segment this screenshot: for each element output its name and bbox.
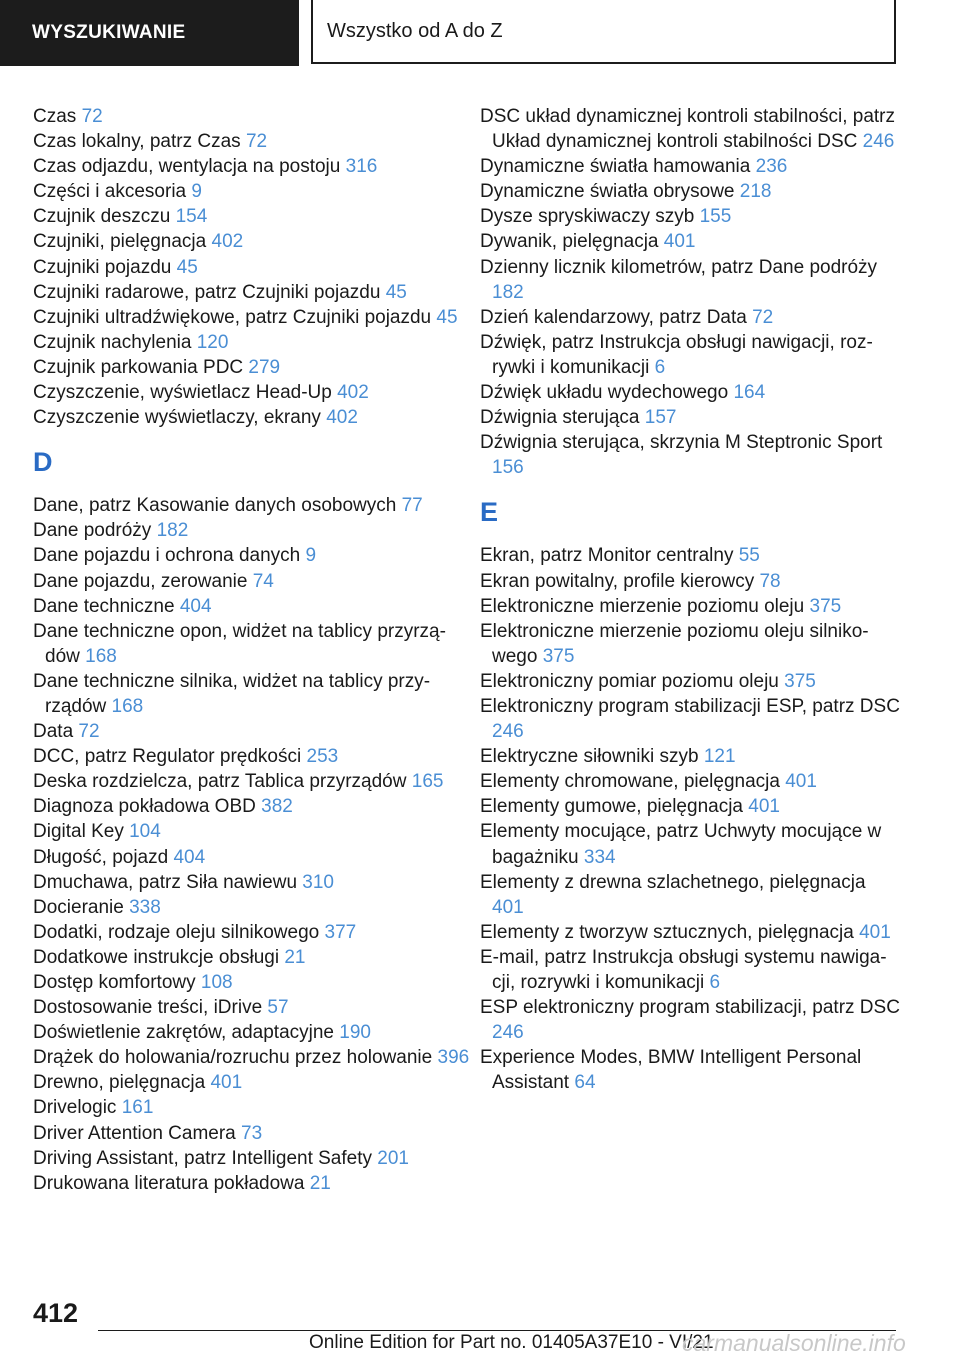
index-entry <box>33 1070 473 1095</box>
page-reference-link[interactable]: 9 <box>191 181 202 203</box>
index-entry-text: Długość, pojazd <box>33 846 174 868</box>
page-reference-link[interactable]: 6 <box>654 356 666 378</box>
page-reference-link[interactable]: 382 <box>261 796 293 818</box>
index-entry <box>33 330 473 355</box>
index-entry <box>33 794 473 819</box>
page-reference-link[interactable]: 168 <box>111 695 144 717</box>
index-entry <box>480 380 900 405</box>
index-entry <box>480 870 900 920</box>
page-reference-link[interactable]: 57 <box>267 997 289 1019</box>
page-reference-link[interactable]: 375 <box>542 645 575 667</box>
index-entry <box>33 819 473 844</box>
index-entry-text: Dysze spryskiwaczy szyb <box>480 206 700 228</box>
index-entry <box>33 405 473 430</box>
index-entry-text: Dane, patrz Kasowanie danych osobowych <box>33 495 402 517</box>
index-entry-text: Dywanik, pielęgnacja <box>480 231 664 253</box>
index-entry <box>33 920 473 945</box>
index-entry-text: Drążek do holowania/rozruchu przez holowanie <box>33 1047 438 1069</box>
page-reference-link[interactable]: 190 <box>339 1022 371 1044</box>
index-entry <box>33 518 473 543</box>
index-entry <box>33 305 473 330</box>
index-entry <box>480 794 900 819</box>
page-reference-link[interactable]: 154 <box>175 206 208 228</box>
page-reference-link[interactable]: 404 <box>179 595 212 617</box>
index-entry <box>480 594 900 619</box>
page-reference-link[interactable]: 253 <box>306 746 339 768</box>
page-reference-link[interactable]: 402 <box>211 231 244 253</box>
index-letter-heading: E <box>480 497 499 528</box>
index-entry-text: Dynamiczne światła obrysowe <box>480 181 740 203</box>
index-entry-text: Czujniki, pielęgnacja <box>33 231 212 253</box>
index-letter-heading: D <box>33 447 53 478</box>
index-entry-text: Elementy gumowe, pielęgnacja <box>480 796 749 818</box>
page-reference-link[interactable]: 402 <box>326 407 358 429</box>
index-entry-text: Dodatki, rodzaje oleju silnikowego <box>33 921 325 943</box>
index-entry-text: Czujnik deszczu <box>33 206 176 228</box>
index-entry-text: Dane podróży <box>33 520 157 542</box>
index-entry-text: Elementy z drewna szlachetnego, pielęgnacja <box>480 871 866 893</box>
index-column-right <box>480 104 900 1095</box>
index-entry <box>480 179 900 204</box>
index-entry-text: Dodatkowe instrukcje obsługi <box>33 946 285 968</box>
page-reference-link[interactable]: 310 <box>302 871 334 893</box>
index-entry <box>33 280 473 305</box>
page-reference-link[interactable]: 164 <box>733 382 766 404</box>
index-entry <box>480 694 900 744</box>
page-reference-link[interactable]: 64 <box>574 1072 596 1094</box>
index-entry <box>480 995 900 1045</box>
page-reference-link[interactable]: 120 <box>196 331 229 353</box>
index-entry-text: Dane techniczne opon, widżet na tablicy przyrządów <box>33 620 446 667</box>
index-entry <box>33 204 473 229</box>
index-entry-text: Docieranie <box>33 896 130 918</box>
page-reference-link[interactable]: 401 <box>785 771 817 793</box>
index-entry-text: Czas lokalny, patrz Czas <box>33 131 246 153</box>
page-reference-link[interactable]: 104 <box>129 821 161 843</box>
index-entry <box>33 895 473 920</box>
index-entry <box>480 945 900 995</box>
page-reference-link[interactable]: 72 <box>81 106 103 127</box>
page-reference-link[interactable]: 316 <box>345 156 378 178</box>
index-entry-text: Dmuchawa, patrz Siła nawiewu <box>33 871 303 893</box>
index-entry <box>480 619 900 669</box>
index-entry-text: Elektryczne siłowniki szyb <box>480 746 704 768</box>
page-reference-link[interactable]: 21 <box>284 946 306 968</box>
page-header <box>0 0 960 66</box>
page-reference-link[interactable]: 77 <box>401 495 423 517</box>
index-entry <box>33 719 473 744</box>
index-entry <box>33 870 473 895</box>
page-reference-link[interactable]: 334 <box>583 846 616 868</box>
page-reference-link[interactable]: 182 <box>492 281 524 303</box>
page-reference-link[interactable]: 73 <box>241 1122 263 1144</box>
index-entry <box>480 104 900 154</box>
index-entry <box>480 154 900 179</box>
index-entry <box>33 970 473 995</box>
page-reference-link[interactable]: 401 <box>859 921 891 943</box>
index-entry <box>33 669 473 719</box>
index-entry <box>480 769 900 794</box>
index-entry <box>33 229 473 254</box>
index-entry <box>33 179 473 204</box>
page-reference-link[interactable]: 21 <box>309 1172 331 1194</box>
index-entry <box>33 619 473 669</box>
index-entry <box>480 543 900 568</box>
index-entry-text: Driver Attention Camera <box>33 1122 242 1144</box>
index-entry <box>33 154 473 179</box>
index-entry-text: Dzienny licznik kilometrów, patrz Dane podróży <box>480 256 878 278</box>
index-entry-text: Dane pojazdu, zerowanie <box>33 570 253 592</box>
index-entry <box>480 819 900 869</box>
index-entry-text: Experience Modes, BMW Intelligent Personal Assistant <box>480 1047 862 1094</box>
page-reference-link[interactable]: 246 <box>862 131 895 153</box>
index-entry <box>33 104 473 129</box>
index-entry-text: Elektroniczne mierzenie poziomu oleju <box>480 595 810 617</box>
page-reference-link[interactable]: 55 <box>738 545 760 567</box>
index-entry-text: Czyszczenie, wyświetlacz Head-Up <box>33 382 338 404</box>
page-reference-link[interactable]: 78 <box>759 570 781 592</box>
section-tab[interactable]: WYSZUKIWANIE <box>0 0 299 66</box>
index-entry-text: Digital Key <box>33 821 130 843</box>
page-reference-link[interactable]: 218 <box>739 181 772 203</box>
page-number: 412 <box>33 1298 79 1328</box>
page-reference-link[interactable]: 246 <box>492 721 524 743</box>
page-reference-link[interactable]: 246 <box>492 1022 524 1044</box>
index-entry <box>480 1045 900 1095</box>
page-reference-link[interactable]: 402 <box>337 382 369 404</box>
index-entry <box>33 129 473 154</box>
index-entry-text: Drivelogic <box>33 1097 122 1119</box>
index-entry <box>480 305 900 330</box>
index-entry-text: Czujnik nachylenia <box>33 331 197 353</box>
index-entry-text: Czas <box>33 106 82 127</box>
index-entry <box>33 594 473 619</box>
page-reference-link[interactable]: 338 <box>129 896 161 918</box>
page-reference-link[interactable]: 156 <box>492 457 524 479</box>
index-entry-text: Dostęp komfortowy <box>33 972 201 993</box>
index-entry-text: Czujniki radarowe, patrz Czujniki pojazdu <box>33 281 386 303</box>
page-reference-link[interactable]: 45 <box>176 256 198 278</box>
page-reference-link[interactable]: 401 <box>748 796 780 818</box>
page-reference-link[interactable]: 121 <box>703 746 736 768</box>
index-entry-text: Elektroniczny pomiar poziomu oleju <box>480 670 785 692</box>
index-entry-text: Elementy z tworzyw sztucznych, pielęgnacja <box>480 921 860 943</box>
index-entry-text: Dostosowanie treści, iDrive <box>33 997 268 1019</box>
index-entry-text: Dźwięk, patrz Instrukcja obsługi nawigacji, rozrywki i komunikacji <box>480 331 873 378</box>
page-reference-link[interactable]: 72 <box>78 721 100 743</box>
page-reference-link[interactable]: 161 <box>121 1097 154 1119</box>
index-entry-text: Doświetlenie zakrętów, adaptacyjne <box>33 1022 340 1044</box>
index-entry <box>33 1146 473 1171</box>
index-entry-text: Czujniki pojazdu <box>33 256 177 278</box>
page-reference-link[interactable]: 401 <box>663 231 696 253</box>
page-reference-link[interactable]: 168 <box>85 645 117 667</box>
index-entry-text: Czyszczenie wyświetlaczy, ekrany <box>33 407 327 429</box>
index-entry-text: Dzień kalendarzowy, patrz Data <box>480 306 753 328</box>
index-entry-text: Elektroniczny program stabilizacji ESP, patrz DSC <box>480 695 900 717</box>
index-entry <box>33 1045 473 1070</box>
page-reference-link[interactable]: 279 <box>248 356 281 378</box>
edition-label: Online Edition for Part no. 01405A37E10 - VI/21 <box>309 1332 714 1353</box>
index-entry-text: Elementy chromowane, pielęgnacja <box>480 771 786 793</box>
index-entry <box>33 769 473 794</box>
page-reference-link[interactable]: 72 <box>752 306 774 328</box>
index-column-left <box>33 104 473 1196</box>
index-entry <box>33 945 473 970</box>
page-reference-link[interactable]: 404 <box>173 846 206 868</box>
index-entry <box>480 405 900 430</box>
index-entry-text: Drukowana literatura pokładowa <box>33 1172 310 1194</box>
index-entry-text: Dźwignia sterująca, skrzynia M Steptronic Sport <box>480 432 883 454</box>
page-reference-link[interactable]: 236 <box>755 156 788 178</box>
page-reference-link[interactable]: 396 <box>437 1047 470 1069</box>
index-entry-text: Czujniki ultradźwiękowe, patrz Czujniki pojazdu <box>33 306 437 328</box>
page-reference-link[interactable]: 377 <box>324 921 357 943</box>
index-entry <box>33 1121 473 1146</box>
index-entry <box>480 920 900 945</box>
index-entry-text: ESP elektroniczny program stabilizacji, patrz DSC <box>480 997 900 1019</box>
index-entry <box>480 255 900 305</box>
index-entry <box>480 229 900 254</box>
chapter-tab[interactable]: Wszystko od A do Z <box>311 0 896 64</box>
page-reference-link[interactable]: 74 <box>252 570 274 592</box>
index-entry-text: Dźwignia sterująca <box>480 407 645 429</box>
index-entry <box>33 569 473 594</box>
index-entry-text: Części i akcesoria <box>33 181 192 203</box>
page-reference-link[interactable]: 72 <box>245 131 268 153</box>
page-reference-link[interactable]: 45 <box>436 306 458 328</box>
index-entry <box>33 1171 473 1196</box>
index-entry-text: Dane pojazdu i ochrona danych <box>33 545 306 567</box>
index-entry-text: DSC układ dynamicznej kontroli stabilności, patrz Układ dynamicznej kontroli stabilności DSC <box>480 106 896 153</box>
index-entry-text: Czas odjazdu, wentylacja na postoju <box>33 156 346 178</box>
index-entry-text: Data <box>33 721 79 743</box>
index-entry-text: Dane techniczne <box>33 595 180 617</box>
index-entry-text: DCC, patrz Regulator prędkości <box>33 746 307 768</box>
index-entry <box>33 845 473 870</box>
index-entry-text: Driving Assistant, patrz Intelligent Safety <box>33 1147 378 1169</box>
index-entry-text: Elektroniczne mierzenie poziomu oleju silnikowego <box>480 620 869 667</box>
index-entry <box>33 543 473 568</box>
page-reference-link[interactable]: 155 <box>699 206 732 228</box>
index-entry <box>33 1020 473 1045</box>
index-entry-text: E-mail, patrz Instrukcja obsługi systemu nawigacji, rozrywki i komunikacji <box>480 946 887 993</box>
page-reference-link[interactable]: 157 <box>644 407 677 429</box>
index-entry <box>480 569 900 594</box>
page-reference-link[interactable]: 45 <box>385 281 407 303</box>
index-entry <box>33 744 473 769</box>
index-entry <box>33 255 473 280</box>
index-entry <box>33 995 473 1020</box>
index-entry <box>480 669 900 694</box>
index-entry-text: Ekran powitalny, profile kierowcy <box>480 570 760 592</box>
page-reference-link[interactable]: 401 <box>492 896 524 918</box>
page-reference-link[interactable]: 108 <box>200 972 233 993</box>
index-entry <box>33 1095 473 1120</box>
index-entry-text: Czujnik parkowania PDC <box>33 356 249 378</box>
index-entry <box>33 380 473 405</box>
index-entry-text: Drewno, pielęgnacja <box>33 1072 211 1094</box>
index-entry <box>480 744 900 769</box>
index-entry-text: Dźwięk układu wydechowego <box>480 382 734 404</box>
index-entry <box>480 204 900 229</box>
index-entry-text: Elementy mocujące, patrz Uchwyty mocujące w bagażniku <box>480 821 882 868</box>
index-entry <box>33 355 473 380</box>
index-entry-text: Deska rozdzielcza, patrz Tablica przyrządów <box>33 771 412 793</box>
page-reference-link[interactable]: 375 <box>784 670 816 692</box>
index-entry-text: Ekran, patrz Monitor centralny <box>480 545 739 567</box>
index-entry <box>480 430 900 480</box>
watermark: carmanualsonline.info <box>682 1330 906 1356</box>
index-entry <box>33 493 473 518</box>
index-entry-text: Dynamiczne światła hamowania <box>480 156 756 178</box>
index-entry-text: Dane techniczne silnika, widżet na tablicy przyrządów <box>33 670 431 717</box>
index-entry <box>480 330 900 380</box>
page-reference-link[interactable]: 182 <box>156 520 189 542</box>
index-entry-text: Diagnoza pokładowa OBD <box>33 796 262 818</box>
page-reference-link[interactable]: 165 <box>411 771 444 793</box>
page-reference-link[interactable]: 6 <box>709 972 721 993</box>
page-reference-link[interactable]: 375 <box>809 595 842 617</box>
page-reference-link[interactable]: 201 <box>377 1147 409 1169</box>
page-reference-link[interactable]: 9 <box>305 545 317 567</box>
page-reference-link[interactable]: 401 <box>210 1072 243 1094</box>
